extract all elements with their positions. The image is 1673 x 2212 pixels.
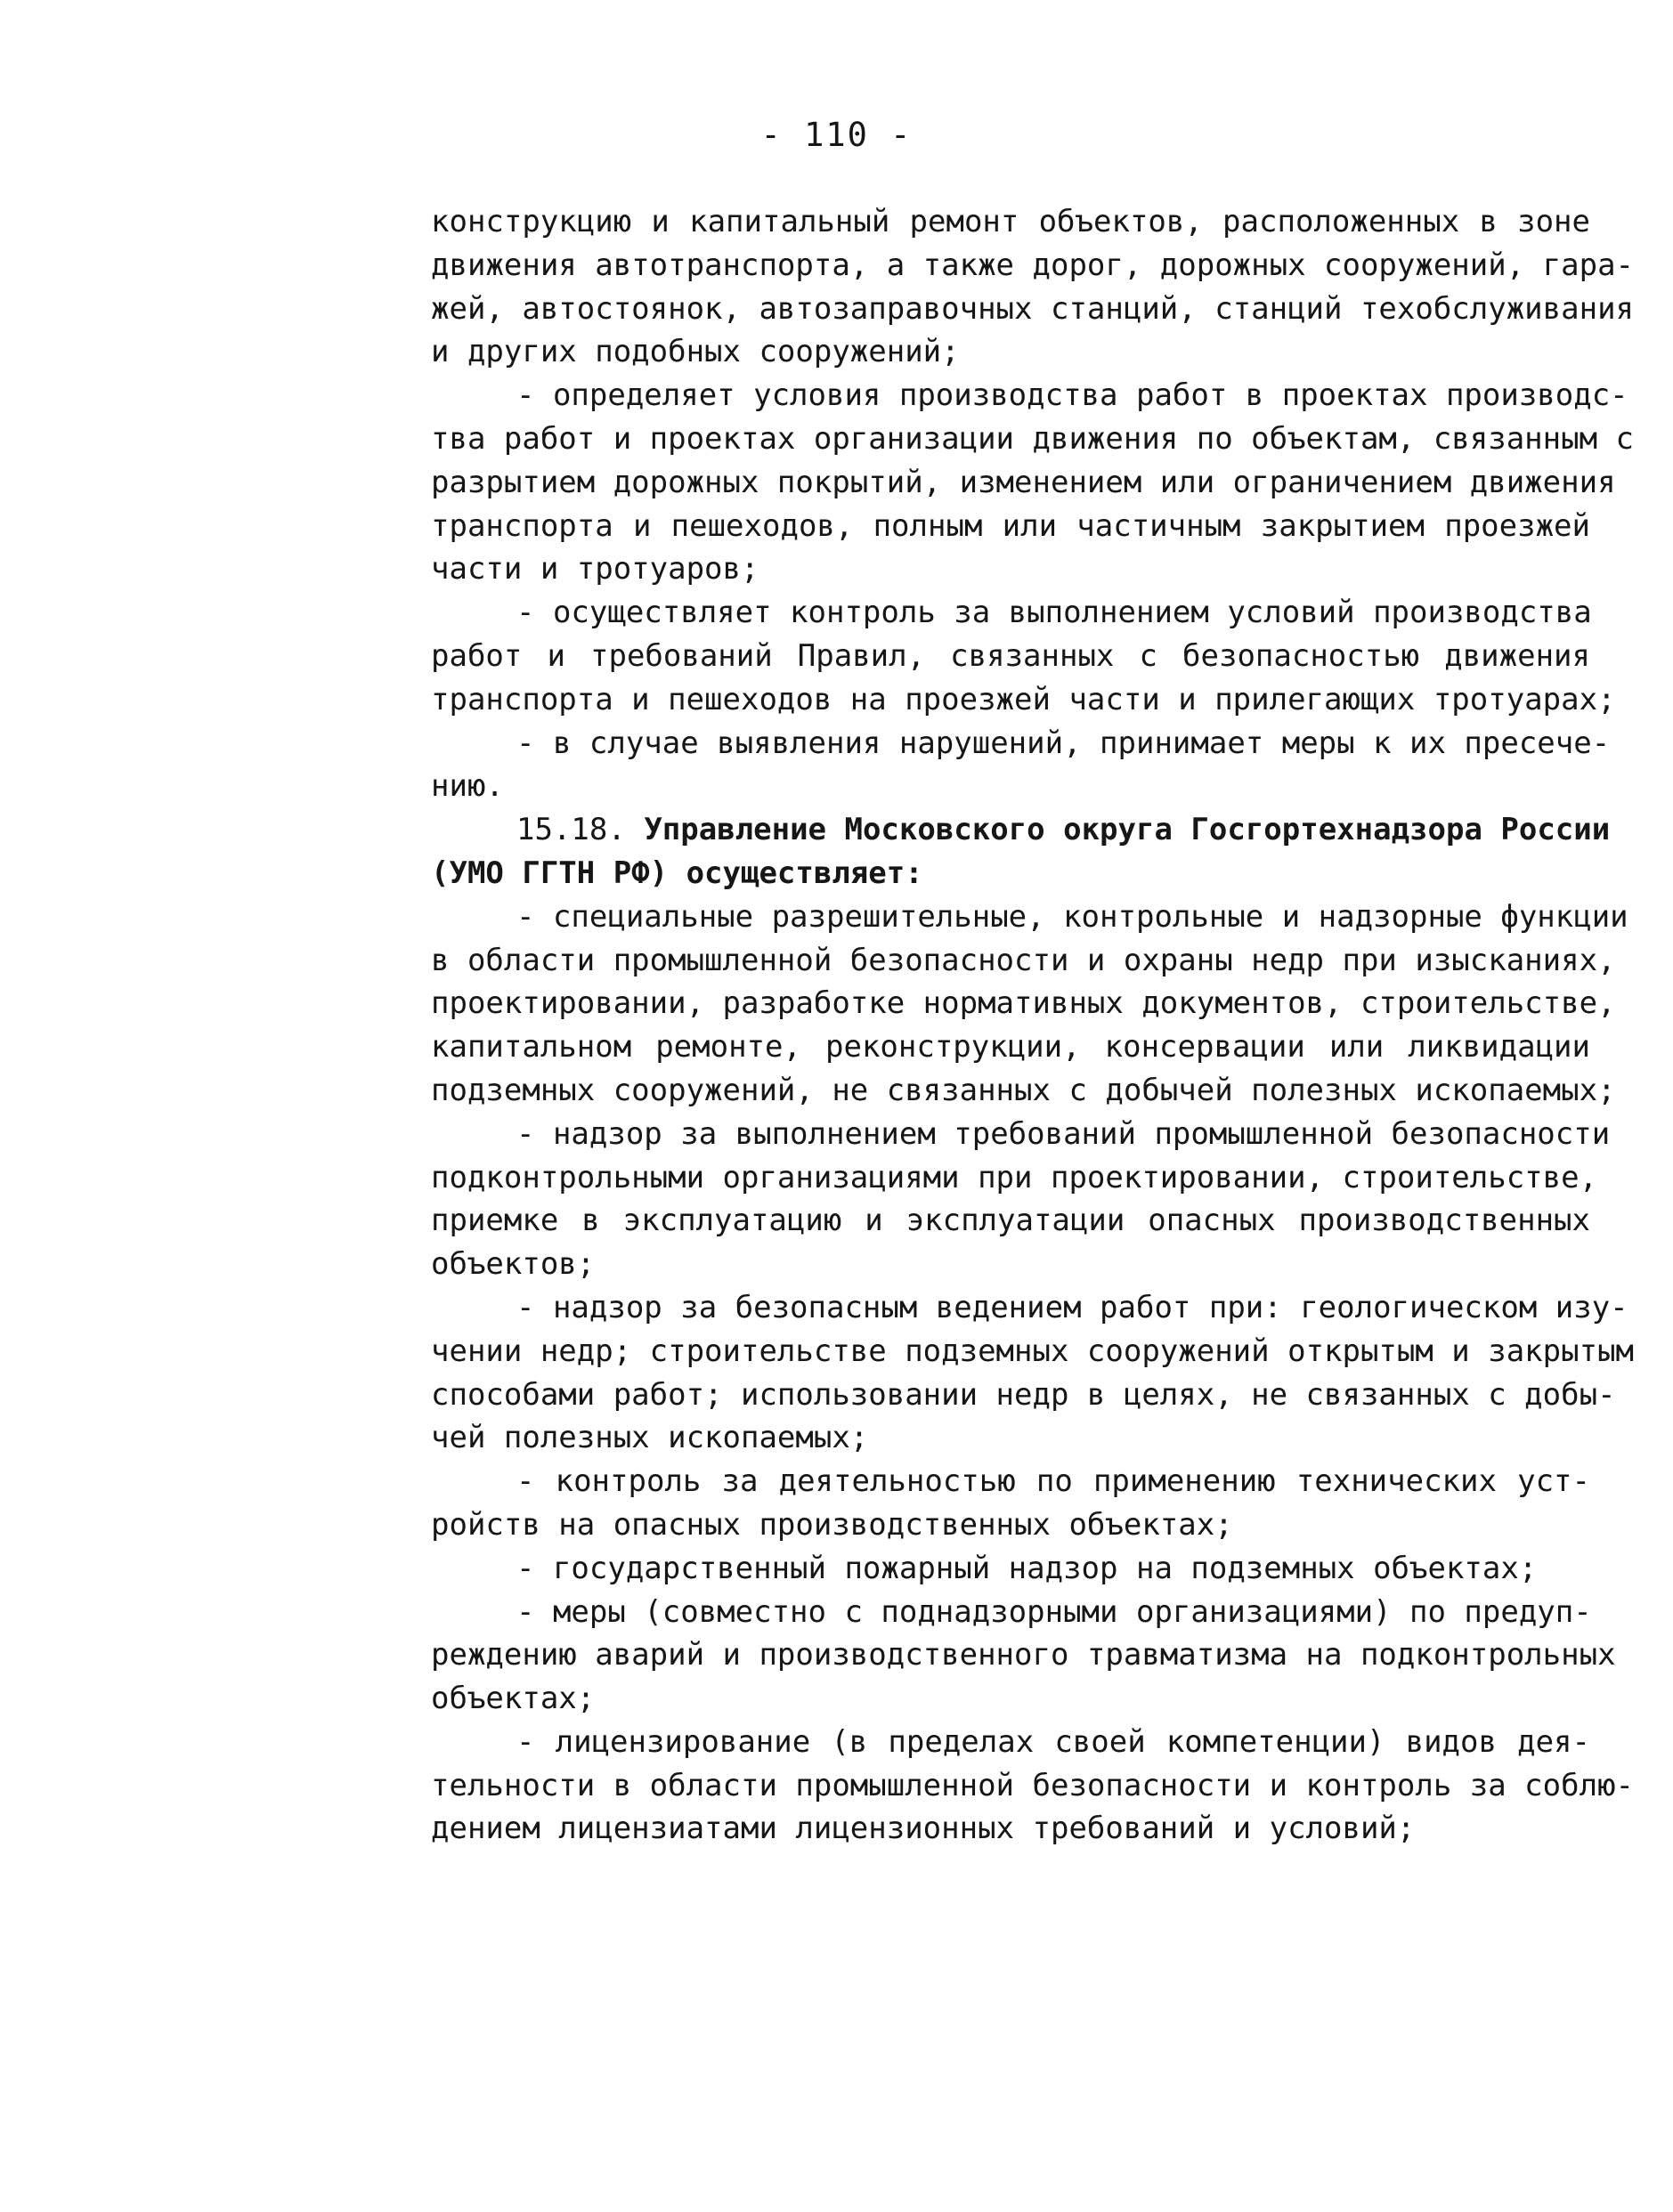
text-line: капитальном ремонте, реконструкции, консервации или ликвидации: [431, 1029, 1590, 1065]
text-line: в области промышленной безопасности и охраны недр при изысканиях,: [431, 942, 1616, 978]
section-heading-text: Управление Московского округа Госгортехнадзора России: [644, 812, 1611, 848]
text-line: реждению аварий и производственного травматизма на подконтрольных: [431, 1637, 1616, 1673]
text-line: приемке в эксплуатацию и эксплуатации опасных производственных: [431, 1203, 1590, 1239]
text-line: жей, автостоянок, автозаправочных станций, станций техобслуживания: [431, 290, 1635, 327]
text-line: - надзор за безопасным ведением работ при: геологическом изу-: [516, 1289, 1628, 1325]
text-line: - лицензирование (в пределах своей компетенции) видов дея-: [516, 1723, 1590, 1760]
text-line: объектов;: [431, 1246, 596, 1283]
text-line: - в случае выявления нарушений, принимает меры к их пресече-: [516, 725, 1611, 761]
text-line: транспорта и пешеходов на проезжей части и прилегающих тротуарах;: [431, 681, 1616, 717]
text-line: подземных сооружений, не связанных с добычей полезных ископаемых;: [431, 1072, 1616, 1108]
text-line: ройств на опасных производственных объектах;: [431, 1506, 1233, 1543]
text-line: - определяет условия производства работ в проектах производс-: [516, 377, 1628, 414]
text-line: разрытием дорожных покрытий, изменением или ограничением движения: [431, 464, 1616, 500]
text-line: объектах;: [431, 1681, 596, 1717]
text-line: транспорта и пешеходов, полным или частичным закрытием проезжей: [431, 507, 1590, 544]
text-line: проектировании, разработке нормативных документов, строительстве,: [431, 985, 1616, 1022]
text-line: - надзор за выполнением требований промышленной безопасности: [516, 1115, 1611, 1152]
text-line: конструкцию и капитальный ремонт объектов, расположенных в зоне: [431, 204, 1590, 239]
text-line: - специальные разрешительные, контрольные и надзорные функции: [516, 898, 1628, 935]
text-line: тва работ и проектах организации движения по объектам, связанным с: [431, 420, 1635, 457]
document-body: [431, 200, 1635, 1851]
text-line: - государственный пожарный надзор на подземных объектах;: [516, 1550, 1538, 1586]
text-line: (УМО ГГТН РФ) осуществляет:: [431, 855, 923, 891]
text-line: движения автотранспорта, а также дорог, дорожных сооружений, гара-: [431, 247, 1635, 283]
text-line: тельности в области промышленной безопасности и контроль за соблю-: [431, 1767, 1635, 1803]
text-line: подконтрольными организациями при проектировании, строительстве,: [431, 1159, 1598, 1195]
text-line: способами работ; использовании недр в целях, не связанных с добы-: [431, 1376, 1616, 1413]
text-line: части и тротуаров;: [431, 551, 759, 587]
text-line: чей полезных ископаемых;: [431, 1420, 869, 1456]
text-line: чении недр; строительстве подземных сооружений открытым и закрытым: [431, 1333, 1635, 1369]
text-line: и других подобных сооружений;: [431, 334, 960, 370]
text-line: - осуществляет контроль за выполнением условий производства: [516, 595, 1592, 631]
text-line: - меры (совместно с поднадзорными организациями) по предуп-: [516, 1593, 1592, 1630]
section-number: 15.18.: [516, 812, 626, 848]
text-line: нию.: [431, 768, 504, 805]
text-line: работ и требований Правил, связанных с безопасностью движения: [431, 637, 1590, 674]
text-line: - контроль за деятельностью по применению технических уст-: [516, 1463, 1590, 1500]
text-line: дением лицензиатами лицензионных требований и условий;: [431, 1811, 1416, 1847]
page-number: - 110 -: [760, 116, 913, 154]
section-heading: [431, 808, 1611, 852]
